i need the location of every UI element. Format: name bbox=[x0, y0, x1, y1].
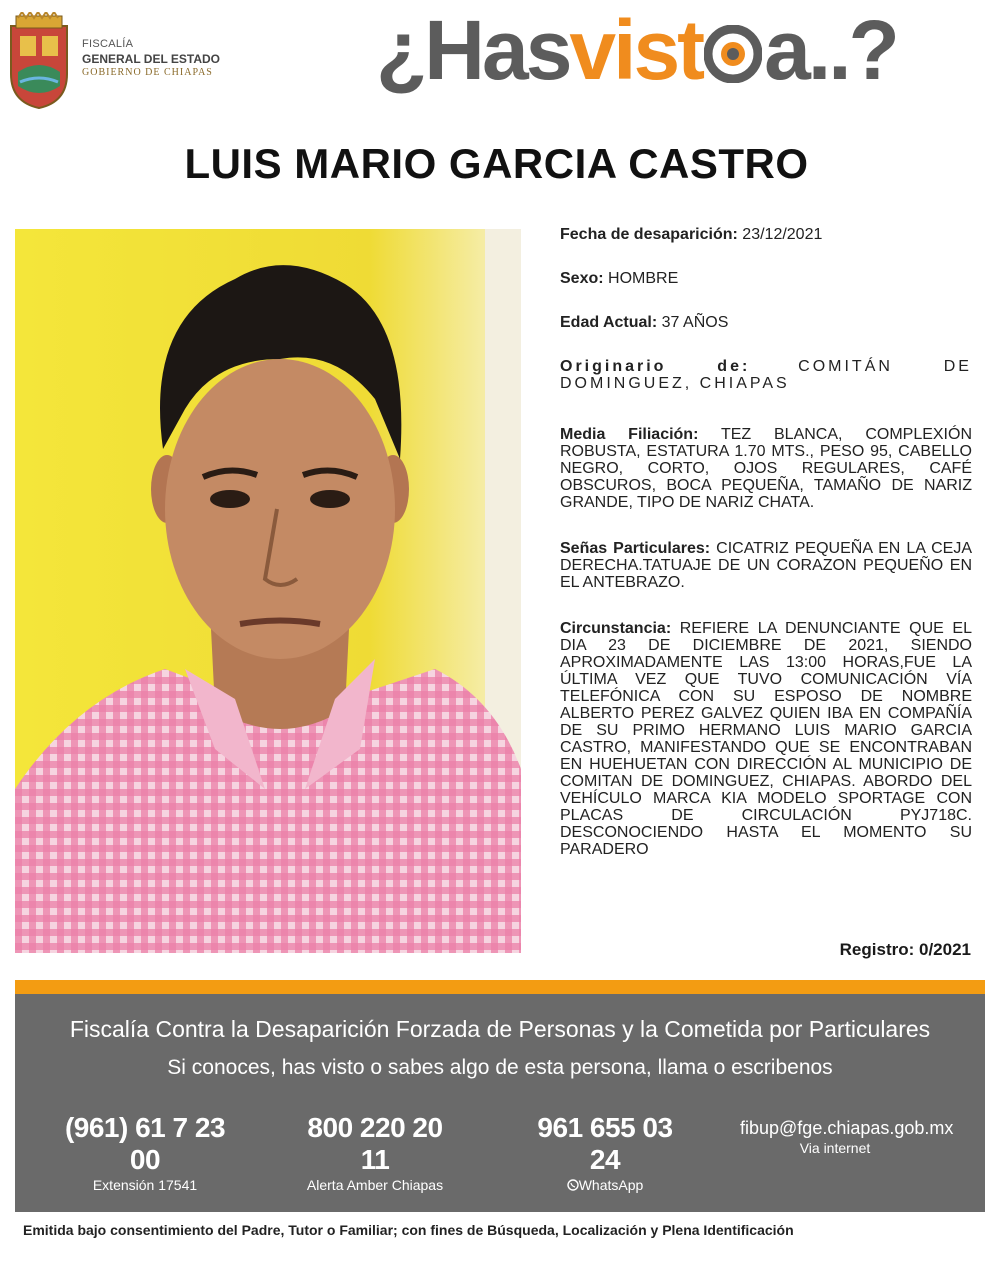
org-line-3: GOBIERNO DE CHIAPAS bbox=[82, 66, 213, 78]
amber-alert-number[interactable]: 800 220 20 11 bbox=[307, 1112, 443, 1175]
whatsapp-label: WhatsApp bbox=[578, 1177, 644, 1193]
origen-value: COMITÁN DE DOMINGUEZ, CHIAPAS bbox=[560, 358, 972, 392]
eye-icon bbox=[704, 12, 762, 70]
contact-callout: Si conoces, has visto o sabes algo de esta persona, llama o escribenos bbox=[167, 1056, 833, 1079]
person-photo bbox=[15, 229, 521, 953]
contact-phone-number[interactable]: (961) 61 7 23 00 bbox=[64, 1112, 226, 1175]
campaign-logo-part3: a..? bbox=[764, 3, 897, 97]
contact-email bbox=[740, 1112, 954, 1156]
originario bbox=[560, 358, 972, 392]
circunstancia-label: Circunstancia: bbox=[560, 620, 672, 637]
media-filiacion bbox=[560, 426, 972, 511]
email-address[interactable]: fibup@fge.chiapas.gob.mx bbox=[740, 1118, 954, 1138]
campaign-logo-part2: vist bbox=[569, 3, 703, 97]
org-line-1: FISCALÍA bbox=[82, 38, 134, 50]
org-line-2: GENERAL DEL ESTADO bbox=[82, 51, 221, 66]
edad-value: 37 AÑOS bbox=[661, 314, 729, 331]
agency-name: Fiscalía Contra la Desaparición Forzada de Personas y la Cometida por Particulares bbox=[69, 1016, 931, 1042]
circunstancia-value: REFIERE LA DENUNCIANTE QUE EL DIA 23 DE DICIEMBRE DE 2021, SIENDO APROXIMADAMENTE LAS 13:00 HORAS,FUE LA ÚLTIMA VEZ QUE TUVO COMUNICACIÓN VÍA TELEFÓNICA CON SU ESPOSO DE NOMBRE ALBERTO PEREZ GALVEZ QUIEN IBA EN COMPAÑÍA DE SU PRIMO HERMANO LUIS MARIO GARCIA CASTRO, MANIFESTANDO QUE SE ENCONTRABAN EN HUEHUETAN CON DIRECCIÓN AL MUNICIPIO DE COMITAN DE DOMINGUEZ, CHIAPAS. ABORDO DEL VEHÍCULO MARCA KIA MODELO SPORTAGE CON PLACAS DE CIRCULACIÓN PYJ718C. DESCONOCIENDO HASTA EL MOMENTO SU PARADERO bbox=[560, 620, 972, 858]
edad bbox=[560, 314, 728, 331]
senas-label: Señas Particulares: bbox=[560, 540, 711, 557]
fecha-desaparicion bbox=[560, 226, 822, 243]
fecha-value: 23/12/2021 bbox=[742, 226, 823, 243]
contact-phone-fiscalia bbox=[55, 1112, 235, 1193]
contact-phone-extension: Extensión 17541 bbox=[92, 1177, 198, 1193]
registro-number: Registro: 0/2021 bbox=[839, 940, 971, 959]
whatsapp-icon bbox=[567, 1178, 579, 1190]
sexo-value: HOMBRE bbox=[608, 270, 679, 287]
email-label: Via internet bbox=[799, 1140, 871, 1156]
org-name bbox=[82, 38, 220, 79]
person-name: LUIS MARIO GARCIA CASTRO bbox=[184, 140, 809, 187]
sexo bbox=[560, 270, 678, 287]
contact-amber-alert bbox=[295, 1112, 455, 1193]
whatsapp-label-row bbox=[525, 1177, 685, 1193]
filiacion-label: Media Filiación: bbox=[560, 426, 699, 443]
footer-banner bbox=[15, 980, 985, 1248]
campaign-logo-part1: ¿Has bbox=[376, 3, 570, 97]
campaign-logo bbox=[376, 3, 897, 97]
senas-value: CICATRIZ PEQUEÑA EN LA CEJA DERECHA.TATUAJE DE UN CORAZON PEQUEÑO EN EL ANTEBRAZO. bbox=[560, 540, 972, 591]
senas-particulares bbox=[560, 540, 972, 591]
chiapas-seal-logo bbox=[8, 12, 70, 110]
whatsapp-number[interactable]: 961 655 03 24 bbox=[537, 1112, 673, 1175]
contact-whatsapp bbox=[525, 1112, 685, 1193]
origen-label: Originario de: bbox=[560, 358, 751, 375]
amber-alert-label: Alerta Amber Chiapas bbox=[306, 1177, 444, 1193]
edad-label: Edad Actual: bbox=[560, 314, 658, 331]
disclaimer: Emitida bajo consentimiento del Padre, Tutor o Familiar; con fines de Búsqueda, Localización y Plena Identificación bbox=[15, 1212, 985, 1248]
fecha-label: Fecha de desaparición: bbox=[560, 226, 738, 243]
circunstancia bbox=[560, 620, 972, 858]
sexo-label: Sexo: bbox=[560, 270, 604, 287]
filiacion-value: TEZ BLANCA, COMPLEXIÓN ROBUSTA, ESTATURA 1.70 MTS., PESO 95, CABELLO NEGRO, CORTO, OJOS REGULARES, CAFÉ OBSCUROS, BOCA PEQUEÑA, TAMAÑO DE NARIZ GRANDE, TIPO DE NARIZ CHATA. bbox=[560, 426, 972, 511]
